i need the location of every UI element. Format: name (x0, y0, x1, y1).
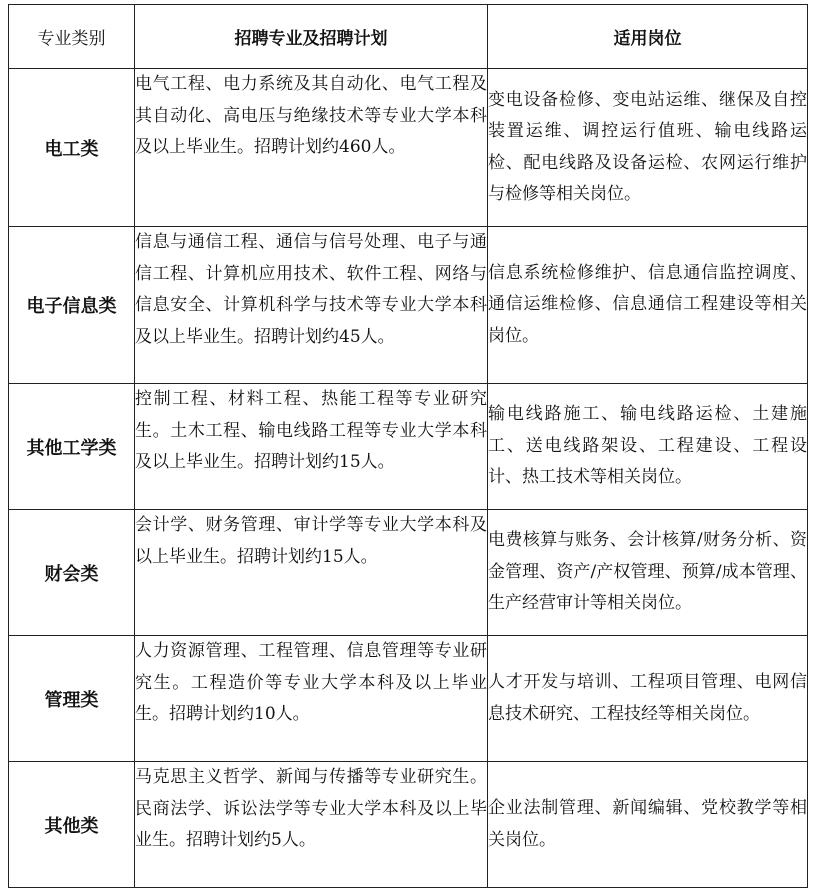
header-positions: 适用岗位 (488, 5, 808, 69)
category-cell: 财会类 (9, 510, 135, 636)
table-header-row (9, 5, 808, 69)
category-cell: 其他工学类 (9, 384, 135, 510)
category-cell: 管理类 (9, 636, 135, 762)
majors-plan-cell: 马克思主义哲学、新闻与传播等专业研究生。民商法学、诉讼法学等专业大学本科及以上毕业生。招聘计划约5人。 (135, 762, 488, 888)
majors-plan-cell: 控制工程、材料工程、热能工程等专业研究生。土木工程、输电线路工程等专业大学本科及以上毕业生。招聘计划约15人。 (135, 384, 488, 510)
table-row (9, 227, 808, 384)
table-row (9, 384, 808, 510)
category-cell: 电工类 (9, 69, 135, 227)
header-majors-plan: 招聘专业及招聘计划 (135, 5, 488, 69)
positions-cell: 信息系统检修维护、信息通信监控调度、通信运维检修、信息通信工程建设等相关岗位。 (488, 227, 808, 384)
table-row (9, 636, 808, 762)
majors-plan-cell: 信息与通信工程、通信与信号处理、电子与通信工程、计算机应用技术、软件工程、网络与信息安全、计算机科学与技术等专业大学本科及以上毕业生。招聘计划约45人。 (135, 227, 488, 384)
category-cell: 电子信息类 (9, 227, 135, 384)
category-cell: 其他类 (9, 762, 135, 888)
table-row (9, 510, 808, 636)
table-row (9, 762, 808, 888)
positions-cell: 电费核算与账务、会计核算/财务分析、资金管理、资产/产权管理、预算/成本管理、生产经营审计等相关岗位。 (488, 510, 808, 636)
header-category: 专业类别 (9, 5, 135, 69)
positions-cell: 输电线路施工、输电线路运检、土建施工、送电线路架设、工程建设、工程设计、热工技术等相关岗位。 (488, 384, 808, 510)
positions-cell: 人才开发与培训、工程项目管理、电网信息技术研究、工程技经等相关岗位。 (488, 636, 808, 762)
majors-plan-cell: 电气工程、电力系统及其自动化、电气工程及其自动化、高电压与绝缘技术等专业大学本科及以上毕业生。招聘计划约460人。 (135, 69, 488, 227)
majors-plan-cell: 会计学、财务管理、审计学等专业大学本科及以上毕业生。招聘计划约15人。 (135, 510, 488, 636)
recruitment-plan-table (8, 4, 808, 888)
majors-plan-cell: 人力资源管理、工程管理、信息管理等专业研究生。工程造价等专业大学本科及以上毕业生。招聘计划约10人。 (135, 636, 488, 762)
table-row (9, 69, 808, 227)
positions-cell: 变电设备检修、变电站运维、继保及自控装置运维、调控运行值班、输电线路运检、配电线路及设备运检、农网运行维护与检修等相关岗位。 (488, 69, 808, 227)
positions-cell: 企业法制管理、新闻编辑、党校教学等相关岗位。 (488, 762, 808, 888)
